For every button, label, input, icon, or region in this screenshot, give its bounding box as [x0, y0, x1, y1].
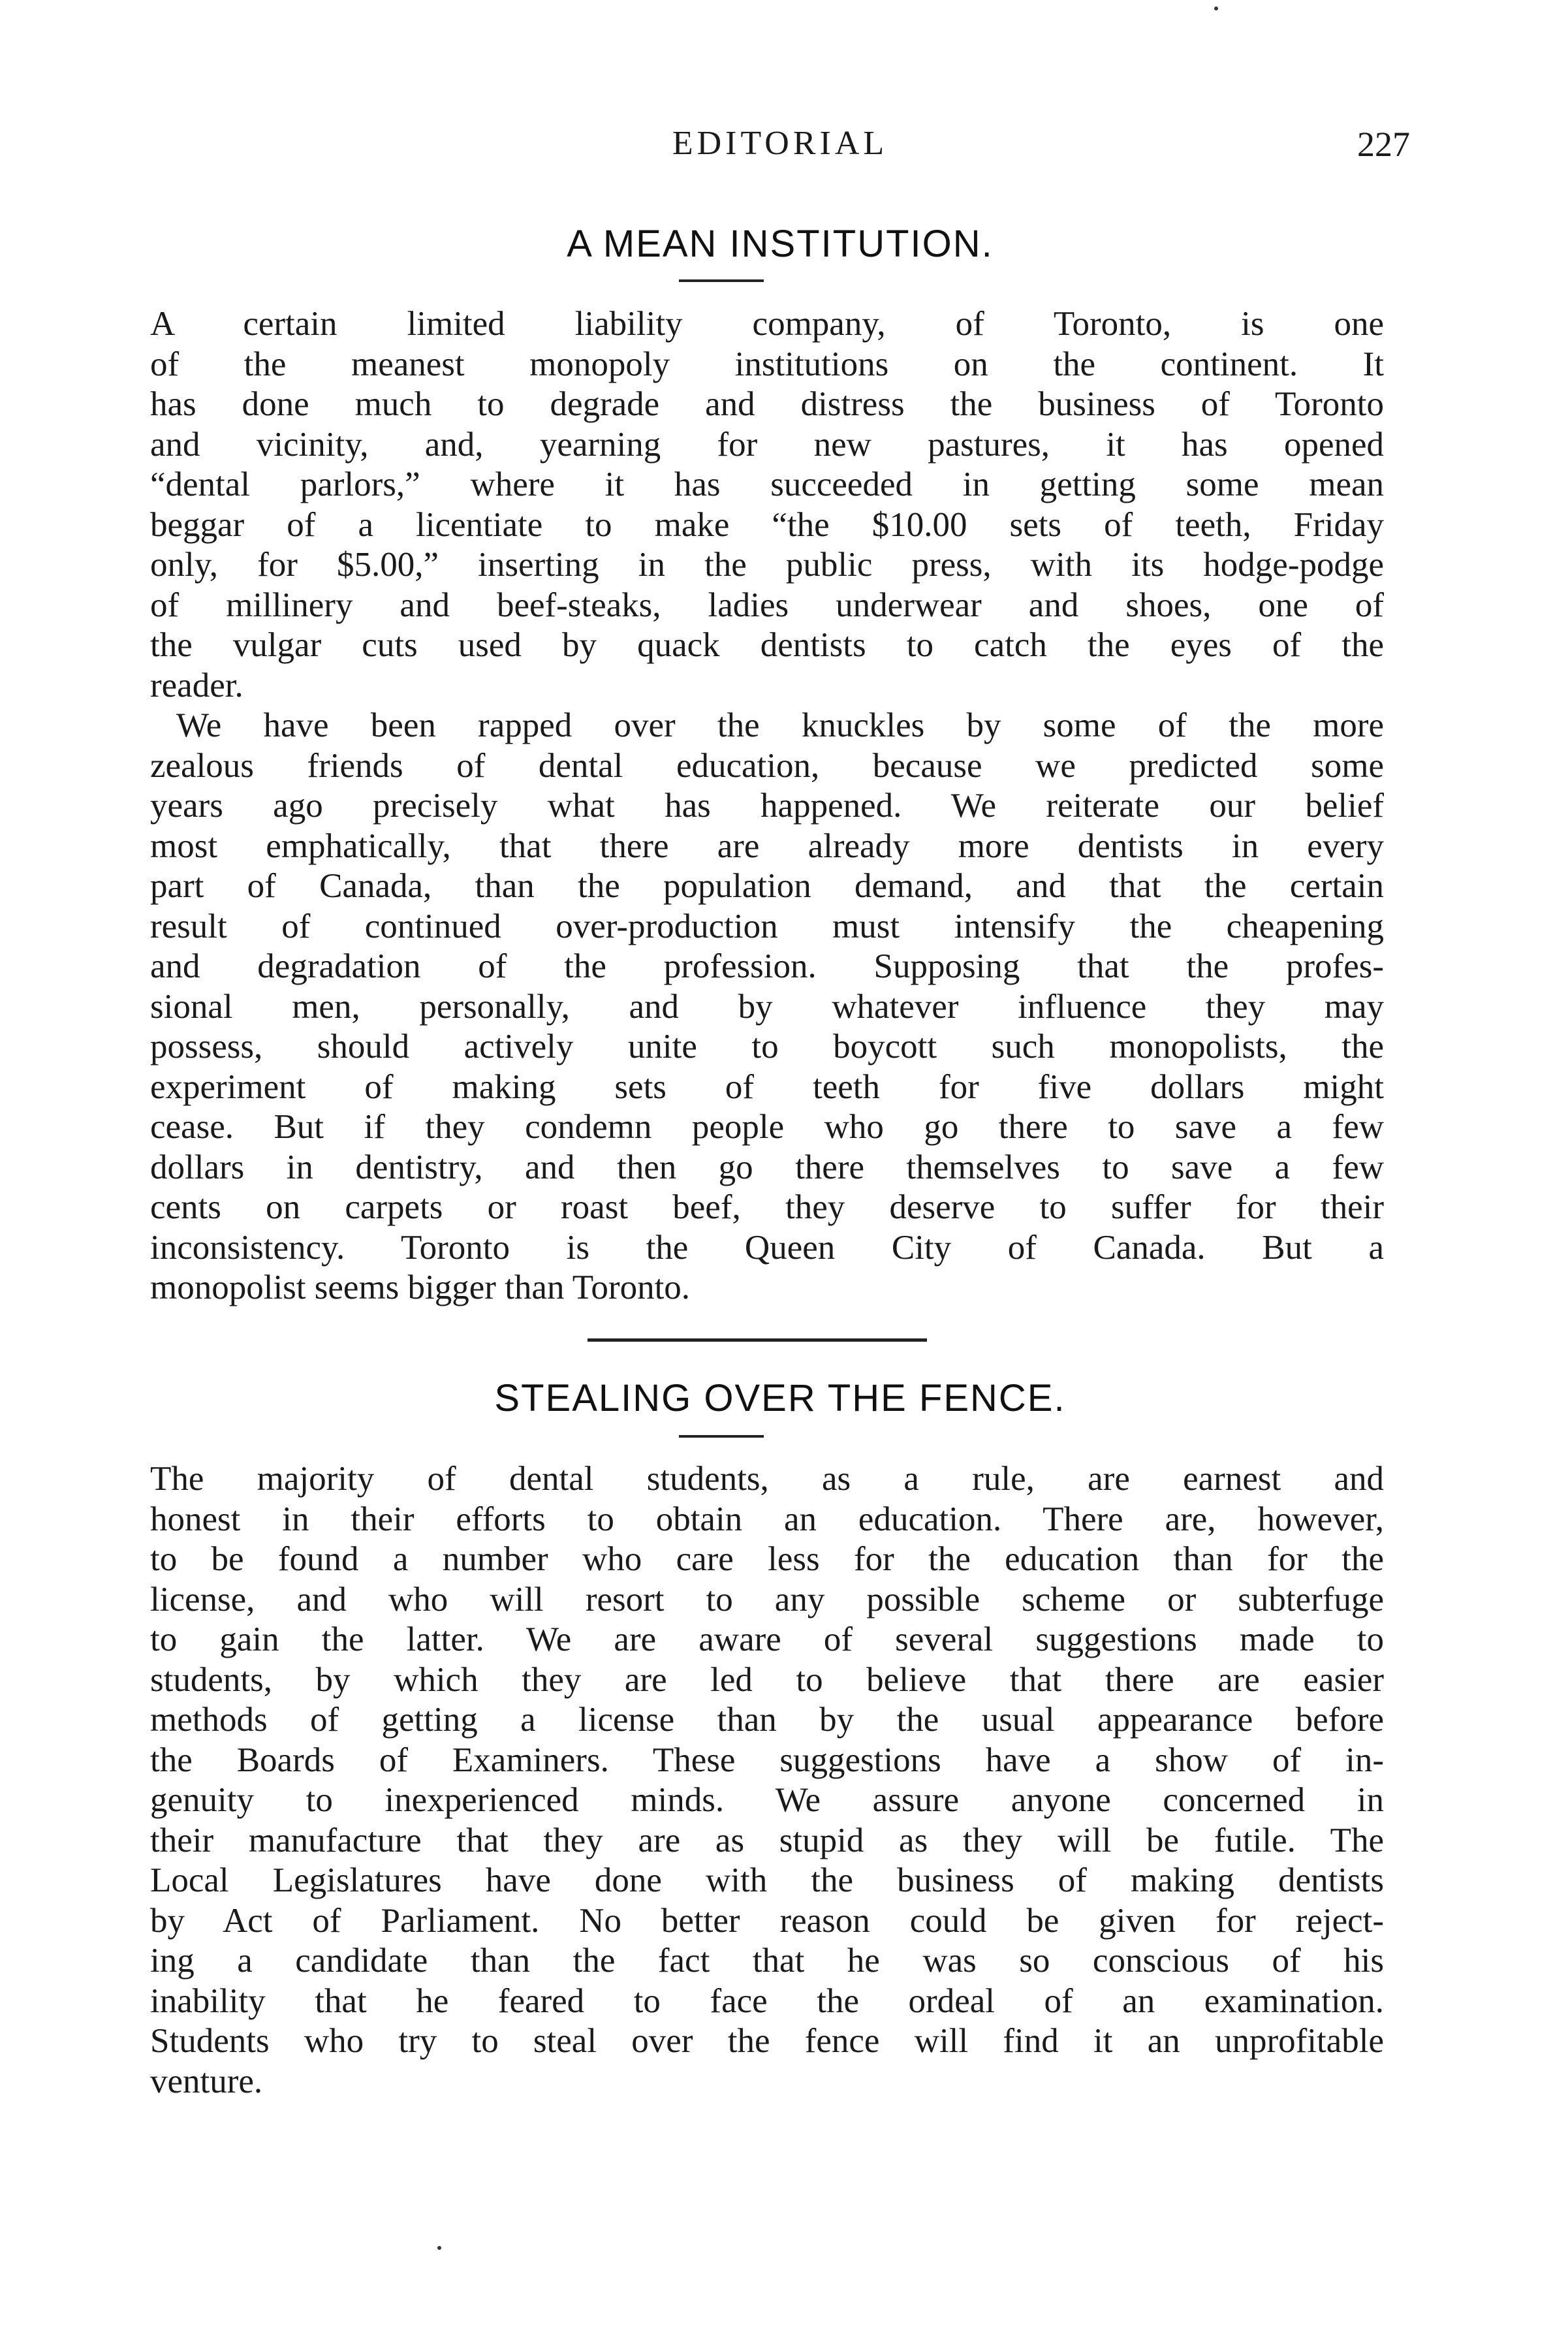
- article-1-line: the vulgar cuts used by quack dentists to catch the eyes of the: [150, 626, 1384, 664]
- article-1-line: “dental parlors,” where it has succeeded in getting some mean: [150, 466, 1384, 503]
- article-1-line: cease. But if they condemn people who go there to save a few: [150, 1108, 1384, 1146]
- article-2-line: to gain the latter. We are aware of several suggestions made to: [150, 1620, 1384, 1658]
- article-2-line: license, and who will resort to any possible scheme or subterfuge: [150, 1580, 1384, 1619]
- page-number: 227: [1357, 125, 1410, 164]
- headline-rule-1: [679, 279, 764, 282]
- article-1-line: cents on carpets or roast beef, they deserve to suffer for their: [150, 1188, 1384, 1226]
- article-1-line: part of Canada, than the population demand, and that the certain: [150, 867, 1384, 905]
- article-1-body: [150, 304, 1384, 1308]
- article-1-line: We have been rapped over the knuckles by some of the more: [176, 706, 1384, 744]
- article-2-line: students, by which they are led to believe that there are easier: [150, 1660, 1384, 1699]
- article-1-line: years ago precisely what has happened. We reiterate our belief: [150, 787, 1384, 825]
- print-speck: [437, 2246, 441, 2250]
- article-2-line: inability that he feared to face the ordeal of an examination.: [150, 1982, 1384, 2020]
- running-title: EDITORIAL: [672, 125, 888, 162]
- article-1-line: and degradation of the profession. Supposing that the profes-: [150, 947, 1384, 985]
- article-1-line: monopolist seems bigger than Toronto.: [150, 1269, 691, 1306]
- article-2-line: venture.: [150, 2062, 263, 2100]
- article-2-line: by Act of Parliament. No better reason could be given for reject-: [150, 1901, 1384, 1940]
- article-1-line: A certain limited liability company, of Toronto, is one: [150, 305, 1384, 343]
- article-2-line: ing a candidate than the fact that he was so conscious of his: [150, 1942, 1384, 1980]
- article-2-line: the Boards of Examiners. These suggestions have a show of in-: [150, 1741, 1384, 1779]
- article-1-line: and vicinity, and, yearning for new pastures, it has opened: [150, 425, 1384, 464]
- article-2-line: The majority of dental students, as a rule, are earnest and: [150, 1460, 1384, 1498]
- article-2-line: honest in their efforts to obtain an education. There are, however,: [150, 1500, 1384, 1538]
- article-1-line: result of continued over-production must intensify the cheapening: [150, 907, 1384, 945]
- article-1-line: experiment of making sets of teeth for five dollars might: [150, 1067, 1384, 1106]
- article-1-line: most emphatically, that there are already more dentists in every: [150, 827, 1384, 865]
- article-1-line: has done much to degrade and distress the business of Toronto: [150, 385, 1384, 423]
- article-1-line: of the meanest monopoly institutions on the continent. It: [150, 345, 1384, 383]
- article-2-headline: STEALING OVER THE FENCE.: [494, 1377, 1066, 1419]
- article-1-line: beggar of a licentiate to make “the $10.00 sets of teeth, Friday: [150, 505, 1384, 544]
- article-2-body: [150, 1459, 1384, 2102]
- article-2-line: Local Legislatures have done with the business of making dentists: [150, 1861, 1384, 1899]
- article-1-line: possess, should actively unite to boycott such monopolists, the: [150, 1028, 1384, 1066]
- article-1-headline: A MEAN INSTITUTION.: [567, 223, 994, 265]
- article-1-line: zealous friends of dental education, because we predicted some: [150, 746, 1384, 785]
- article-1-line: only, for $5.00,” inserting in the public press, with its hodge-podge: [150, 546, 1384, 584]
- article-2-line: their manufacture that they are as stupid as they will be futile. The: [150, 1821, 1384, 1859]
- article-1-line: inconsistency. Toronto is the Queen City of Canada. But a: [150, 1228, 1384, 1267]
- article-2-line: methods of getting a license than by the usual appearance before: [150, 1701, 1384, 1739]
- section-divider: [588, 1338, 927, 1342]
- article-2-line: Students who try to steal over the fence will find it an unprofitable: [150, 2022, 1384, 2060]
- article-1-line: reader.: [150, 666, 243, 704]
- print-speck: [1214, 7, 1218, 10]
- headline-rule-2: [679, 1435, 764, 1438]
- article-2-line: to be found a number who care less for the education than for the: [150, 1540, 1384, 1578]
- article-1-line: sional men, personally, and by whatever influence they may: [150, 987, 1384, 1026]
- article-1-line: dollars in dentistry, and then go there themselves to save a few: [150, 1148, 1384, 1186]
- running-head: [150, 124, 1410, 176]
- article-2-line: genuity to inexperienced minds. We assure anyone concerned in: [150, 1781, 1384, 1819]
- article-1-line: of millinery and beef-steaks, ladies underwear and shoes, one of: [150, 586, 1384, 624]
